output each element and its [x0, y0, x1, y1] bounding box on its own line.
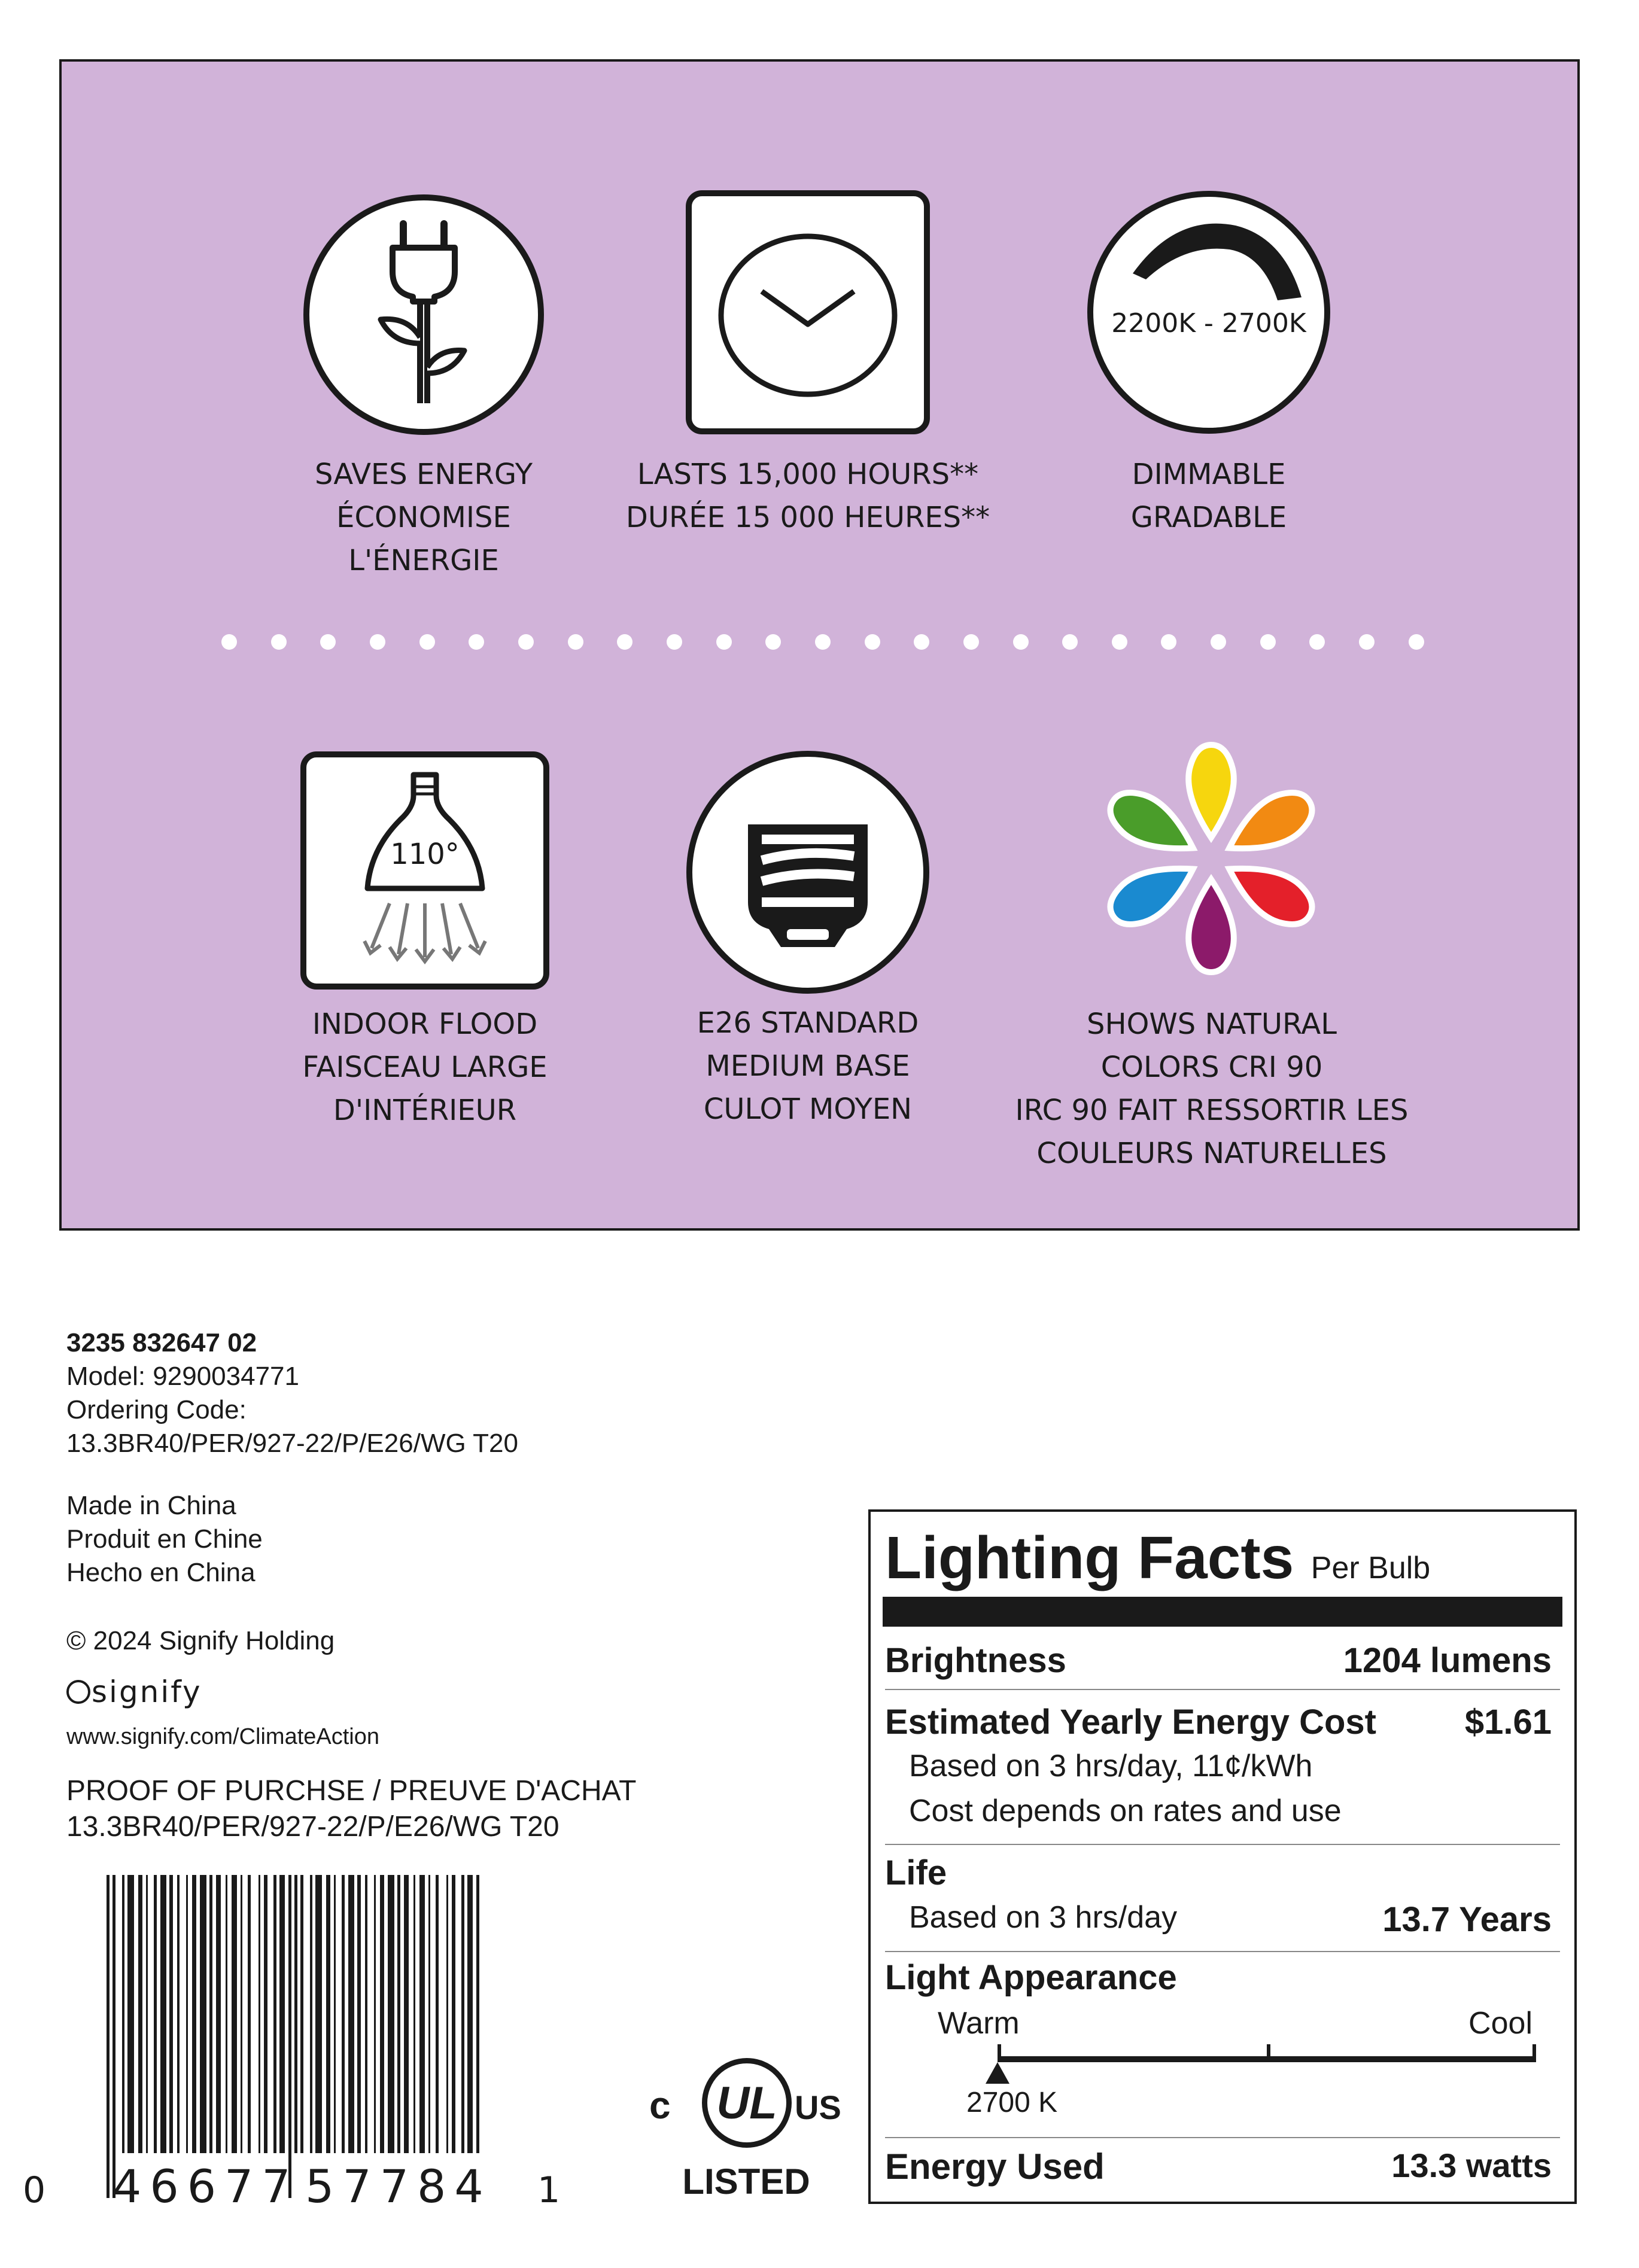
caption-line: SHOWS NATURAL [1087, 1007, 1337, 1041]
ordering-label: Ordering Code: [66, 1395, 247, 1424]
divider [885, 1951, 1560, 1952]
caption-line: E26 STANDARD [697, 1006, 919, 1040]
proof-of-purchase: PROOF OF PURCHSE / PREUVE D'ACHAT [66, 1775, 637, 1807]
color-petals-icon [1100, 742, 1322, 975]
barcode-right-digit: 1 [537, 2169, 561, 2211]
energy-cost-row [885, 1702, 1560, 1742]
made-in-es: Hecho en China [66, 1558, 256, 1587]
life-label: Life [885, 1853, 947, 1892]
barcode-group-1: 46677 [112, 2160, 299, 2213]
ul-c: c [649, 2084, 671, 2127]
barcode-bar [461, 1875, 464, 2153]
barcode-bar [413, 1875, 415, 2153]
cost-note-2: Cost depends on rates and use [909, 1794, 1342, 1828]
barcode-group-2: 57784 [305, 2160, 492, 2213]
barcode-bar [476, 1875, 479, 2153]
energy-cost-label: Estimated Yearly Energy Cost [885, 1703, 1376, 1742]
scale-mid [1267, 2044, 1270, 2062]
barcode-bar [380, 1875, 384, 2153]
plug-plant-icon [303, 194, 545, 436]
caption-line: DIMMABLE [1132, 458, 1286, 491]
barcode-bar [436, 1875, 439, 2153]
ul-listed: LISTED [682, 2162, 810, 2202]
made-in-fr: Produit en Chine [66, 1524, 263, 1554]
barcode-bar [241, 1875, 242, 2153]
barcode-bar [428, 1875, 430, 2153]
barcode-bar [315, 1875, 322, 2153]
caption-line: COLORS CRI 90 [1100, 1051, 1323, 1084]
barcode-bar [388, 1875, 394, 2153]
lasts-caption [622, 453, 993, 539]
caption-line: CULOT MOYEN [703, 1092, 913, 1126]
made-in-en: Made in China [66, 1491, 236, 1520]
barcode-bar [107, 1875, 110, 2198]
caption-line: L'ÉNERGIE [348, 544, 499, 577]
lighting-facts-header [885, 1524, 1560, 1591]
divider [885, 2137, 1560, 2138]
per-bulb: Per Bulb [1310, 1551, 1431, 1585]
header-bar [883, 1597, 1562, 1627]
barcode-bar [419, 1875, 425, 2153]
warm-label: Warm [938, 2006, 1020, 2041]
barcode-bar [310, 1875, 312, 2153]
signify-logo [66, 1673, 202, 1711]
colors-caption [993, 1003, 1430, 1175]
life-value: 13.7 Years [1382, 1900, 1552, 1939]
barcode-bar [232, 1875, 237, 2153]
beam-angle-label: 110° [390, 838, 460, 871]
barcode-bar [446, 1875, 448, 2153]
ul-us: US [795, 2089, 841, 2126]
barcode-bar [146, 1875, 148, 2153]
barcode-bar [259, 1875, 260, 2153]
base-caption [658, 1001, 957, 1131]
cct-value: 2700 K [966, 2087, 1058, 2118]
dimmable-caption [1059, 453, 1358, 539]
barcode-bar [467, 1875, 473, 2153]
barcode-bar [177, 1875, 180, 2153]
caption-line: FAISCEAU LARGE [302, 1051, 548, 1084]
signify-s-icon [66, 1680, 90, 1704]
dimming-range-label: 2200K - 2700K [1111, 308, 1306, 339]
ul-listed-mark [649, 2058, 841, 2208]
barcode-bar [342, 1875, 345, 2153]
caption-line: ÉCONOMISE [336, 501, 511, 534]
cct-marker-icon [986, 2062, 1009, 2084]
life-row [909, 1899, 1560, 1939]
ordering-code: 13.3BR40/PER/927-22/P/E26/WG T20 [66, 1429, 518, 1458]
barcode-bar [160, 1875, 166, 2153]
proof-code: 13.3BR40/PER/927-22/P/E26/WG T20 [66, 1811, 559, 1843]
barcode-bar [404, 1875, 409, 2153]
barcode-bar [357, 1875, 361, 2153]
barcode-bar [138, 1875, 142, 2153]
barcode-bar [273, 1875, 276, 2153]
brand-name: signify [92, 1675, 202, 1709]
caption-line: LASTS 15,000 HOURS** [637, 458, 979, 491]
appearance-scale [998, 2056, 1536, 2062]
clock-icon [685, 190, 931, 435]
barcode-bar [112, 1875, 115, 2198]
divider [885, 1689, 1560, 1690]
caption-line: GRADABLE [1130, 501, 1287, 534]
caption-line: DURÉE 15 000 HEURES** [625, 501, 990, 534]
ul-mark: UL [716, 2078, 777, 2129]
barcode-bar [326, 1875, 330, 2153]
barcode-left-digit: 0 [23, 2169, 46, 2211]
barcode-bar [334, 1875, 336, 2153]
energy-used-label: Energy Used [885, 2147, 1105, 2187]
barcode-bar [186, 1875, 188, 2153]
caption-line: D'INTÉRIEUR [333, 1094, 517, 1127]
brightness-row [885, 1640, 1560, 1681]
lighting-facts-label [868, 1509, 1577, 2204]
barcode-bar [209, 1875, 212, 2153]
caption-line: INDOOR FLOOD [312, 1007, 538, 1041]
barcode-bar [279, 1875, 285, 2153]
model-number: Model: 9290034771 [66, 1362, 299, 1391]
brightness-label: Brightness [885, 1641, 1066, 1680]
dotted-divider [221, 634, 1424, 658]
lighting-facts-title: Lighting Facts [885, 1524, 1294, 1591]
product-code: 3235 832647 02 [66, 1328, 257, 1357]
divider [885, 1844, 1560, 1845]
cool-label: Cool [1468, 2006, 1532, 2041]
website-url: www.signify.com/ClimateAction [66, 1724, 380, 1749]
barcode-bar [200, 1875, 206, 2153]
barcode-bar [365, 1875, 367, 2153]
copyright: © 2024 Signify Holding [66, 1626, 335, 1655]
barcode-bar [169, 1875, 173, 2153]
scale-end-right [1532, 2044, 1536, 2062]
barcode-bar [300, 1875, 303, 2153]
e26-base-icon [685, 750, 931, 995]
life-note: Based on 3 hrs/day [909, 1900, 1178, 1935]
energy-cost-value: $1.61 [1464, 1703, 1552, 1742]
caption-line: MEDIUM BASE [706, 1049, 910, 1083]
barcode-bar [452, 1875, 455, 2153]
barcode-bar [127, 1875, 134, 2153]
caption-line: SAVES ENERGY [314, 458, 533, 491]
cost-note-1: Based on 3 hrs/day, 11¢/kWh [909, 1749, 1313, 1783]
scale-end-left [998, 2044, 1001, 2062]
energy-used-value: 13.3 watts [1391, 2147, 1552, 2184]
barcode-bar [248, 1875, 251, 2153]
barcode-bar [294, 1875, 297, 2153]
barcode-bar [216, 1875, 221, 2153]
barcode-bar [226, 1875, 227, 2153]
barcode-bar [154, 1875, 157, 2153]
barcode-bar [192, 1875, 196, 2153]
barcode-bar [122, 1875, 124, 2153]
caption-line: IRC 90 FAIT RESSORTIR LES [1015, 1094, 1409, 1127]
energy-used-row [885, 2146, 1560, 2187]
saves-energy-caption [274, 453, 573, 582]
caption-line: COULEURS NATURELLES [1036, 1137, 1387, 1170]
barcode-bar [264, 1875, 267, 2153]
barcode-bar [348, 1875, 354, 2153]
barcode-bar [397, 1875, 400, 2153]
barcode-bar [288, 1875, 291, 2198]
brightness-value: 1204 lumens [1343, 1641, 1552, 1680]
barcode-bar [374, 1875, 376, 2153]
flood-caption [275, 1003, 574, 1132]
appearance-label: Light Appearance [885, 1958, 1177, 1997]
